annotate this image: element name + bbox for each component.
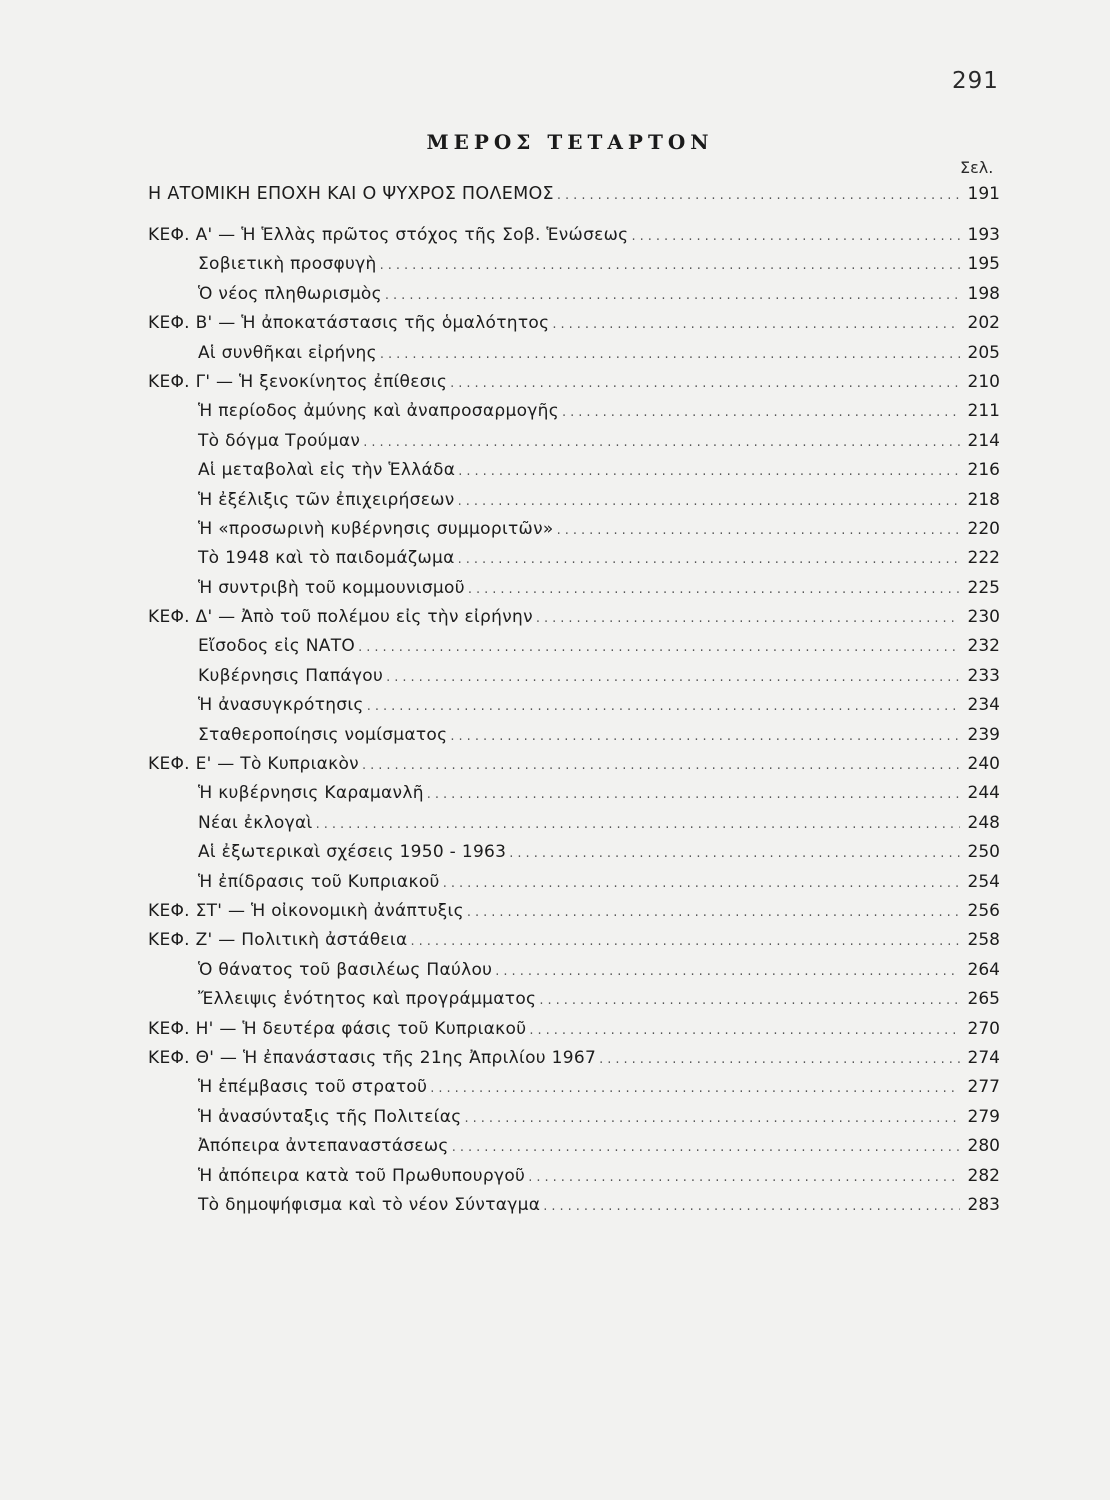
toc-entry-title: Ὁ νέος πληθωρισμὸς <box>198 283 382 304</box>
toc-row-main <box>148 184 1000 213</box>
part-title: ΜΕΡΟΣ ΤΕΤΑΡΤΟΝ <box>426 130 714 154</box>
dot-leader <box>452 1140 960 1155</box>
toc-entry-title: Ἡ ἐξέλιξις τῶν ἐπιχειρήσεων <box>198 489 455 510</box>
page-number: 291 <box>952 68 999 94</box>
toc-entry-title: Σταθεροποίησις νομίσματος <box>198 724 448 745</box>
toc-chapter-row <box>148 313 1000 342</box>
toc-entry-title: Νέαι ἐκλογαὶ <box>198 812 313 833</box>
dot-leader <box>316 817 960 832</box>
toc-entry-page: 248 <box>967 812 1000 833</box>
toc-entry-title: Τὸ δημοψήφισμα καὶ τὸ νέον Σύνταγμα <box>198 1194 541 1215</box>
toc-entry-title: ΚΕΦ. Θ' — Ἡ ἐπανάστασις τῆς 21ης Ἀπριλίου 1967 <box>148 1047 597 1068</box>
toc-entry-title: Σοβιετικὴ προσφυγὴ <box>198 254 377 275</box>
toc-entry-page: 282 <box>967 1165 1000 1186</box>
toc-entry-title: Ἡ περίοδος ἀμύνης καὶ ἀναπροσαρμογῆς <box>198 401 559 422</box>
toc-section-row <box>148 783 1000 812</box>
toc-entry-page: 222 <box>967 548 1000 569</box>
toc-entry-title: Ἡ ἐπέμβασις τοῦ στρατοῦ <box>198 1077 428 1098</box>
dot-leader <box>552 317 960 332</box>
toc-entry-page: 225 <box>967 577 1000 598</box>
toc-entry-title: Ἡ ἀνασύνταξις τῆς Πολιτείας <box>198 1106 462 1127</box>
dot-leader <box>495 964 960 979</box>
toc-section-row <box>148 1195 1000 1224</box>
toc-entry-page: 233 <box>967 665 1000 686</box>
toc-entry-page: 220 <box>967 518 1000 539</box>
toc-entry-title: Τὸ δόγμα Τρούμαν <box>198 430 361 451</box>
toc-entry-page: 216 <box>967 460 1000 481</box>
toc-entry-page: 195 <box>967 254 1000 275</box>
toc-entry-page: 240 <box>967 754 1000 775</box>
toc-entry-page: 191 <box>967 184 1000 204</box>
toc-entry-page: 218 <box>967 489 1000 510</box>
toc-section-row <box>148 578 1000 607</box>
toc-entry-page: 210 <box>967 371 1000 392</box>
toc-entry-title: Ὁ θάνατος τοῦ βασιλέως Παύλου <box>198 959 493 980</box>
toc-chapter-row <box>148 754 1000 783</box>
toc-section-row <box>148 490 1000 519</box>
toc-section-row <box>148 460 1000 489</box>
dot-leader <box>385 288 960 303</box>
toc-section-row <box>148 666 1000 695</box>
toc-section-row <box>148 401 1000 430</box>
toc-entry-title: ΚΕΦ. Ζ' — Πολιτικὴ ἀστάθεια <box>148 930 408 951</box>
toc-section-row <box>148 1136 1000 1165</box>
toc-entry-title: ΚΕΦ. ΣΤ' — Ἡ οἰκονομικὴ ἀνάπτυξις <box>148 900 464 921</box>
toc-entry-title: Η ΑΤΟΜΙΚΗ ΕΠΟΧΗ ΚΑΙ Ο ΨΥΧΡΟΣ ΠΟΛΕΜΟΣ <box>148 184 554 204</box>
toc-section-row <box>148 872 1000 901</box>
dot-leader <box>468 582 960 597</box>
toc-entry-page: 256 <box>967 900 1000 921</box>
toc-section-row <box>148 1107 1000 1136</box>
dot-leader <box>509 846 960 861</box>
dot-leader <box>450 376 960 391</box>
toc-section-row <box>148 431 1000 460</box>
dot-leader <box>380 347 960 362</box>
toc-section-row <box>148 725 1000 754</box>
toc-chapter-row <box>148 607 1000 636</box>
toc-section-row <box>148 284 1000 313</box>
toc-entry-title: Αἱ συνθῆκαι εἰρήνης <box>198 342 377 363</box>
dot-leader <box>557 188 960 203</box>
toc-entry-title: Εἴσοδος εἰς ΝΑΤΟ <box>198 636 356 657</box>
toc-section-row <box>148 695 1000 724</box>
toc-chapter-row <box>148 225 1000 254</box>
toc-entry-title: ΚΕΦ. Α' — Ἡ Ἑλλὰς πρῶτος στόχος τῆς Σοβ. Ἑνώσεως <box>148 225 629 245</box>
dot-leader <box>529 1023 960 1038</box>
toc-chapter-row <box>148 930 1000 959</box>
dot-leader <box>467 905 960 920</box>
dot-leader <box>363 435 960 450</box>
toc-entry-page: 250 <box>967 842 1000 863</box>
dot-leader <box>557 523 960 538</box>
toc-entry-page: 214 <box>967 430 1000 451</box>
toc-entry-page: 264 <box>967 959 1000 980</box>
toc-entry-page: 270 <box>967 1018 1000 1039</box>
toc-section-row <box>148 548 1000 577</box>
toc-section-row <box>148 519 1000 548</box>
dot-leader <box>458 494 960 509</box>
toc-entry-page: 274 <box>967 1047 1000 1068</box>
toc-entry-page: 239 <box>967 724 1000 745</box>
toc-entry-title: Ἀπόπειρα ἀντεπαναστάσεως <box>198 1136 449 1157</box>
dot-leader <box>380 258 960 273</box>
dot-leader <box>430 1081 960 1096</box>
toc-entry-page: 230 <box>967 607 1000 628</box>
toc-section-row <box>148 254 1000 283</box>
toc-chapter-row <box>148 1048 1000 1077</box>
toc-entry-page: 205 <box>967 342 1000 363</box>
toc-entry-title: Ἡ ἀπόπειρα κατὰ τοῦ Πρωθυπουργοῦ <box>198 1165 526 1186</box>
toc-entry-page: 244 <box>967 783 1000 804</box>
dot-leader <box>528 1170 960 1185</box>
toc-section-row <box>148 960 1000 989</box>
toc-section-row <box>148 1077 1000 1106</box>
toc-chapter-row <box>148 901 1000 930</box>
toc-entry-title: Ἡ συντριβὴ τοῦ κομμουνισμοῦ <box>198 577 465 598</box>
dot-leader <box>539 993 960 1008</box>
toc-entry-page: 232 <box>967 636 1000 657</box>
dot-leader <box>465 1111 960 1126</box>
toc-entry-title: ΚΕΦ. Β' — Ἡ ἀποκατάστασις τῆς ὁμαλότητος <box>148 313 550 334</box>
dot-leader <box>562 405 960 420</box>
toc-entry-page: 280 <box>967 1136 1000 1157</box>
dot-leader <box>450 729 960 744</box>
toc-section-row <box>148 989 1000 1018</box>
dot-leader <box>367 699 960 714</box>
toc-entry-page: 279 <box>967 1106 1000 1127</box>
toc-entry-title: Ἡ «προσωρινὴ κυβέρνησις συμμοριτῶν» <box>198 518 554 539</box>
toc-section-row <box>148 842 1000 871</box>
toc-section-row <box>148 1166 1000 1195</box>
toc-entry-page: 254 <box>967 871 1000 892</box>
toc-chapter-row <box>148 1019 1000 1048</box>
dot-leader <box>599 1052 960 1067</box>
toc-entry-title: ΚΕΦ. Ε' — Τὸ Κυπριακὸν <box>148 754 359 775</box>
toc-entry-title: Ἡ ἐπίδρασις τοῦ Κυπριακοῦ <box>198 871 440 892</box>
toc-chapter-row <box>148 372 1000 401</box>
toc-entry-title: Αἱ ἐξωτερικαὶ σχέσεις 1950 - 1963 <box>198 842 507 863</box>
dot-leader <box>362 758 960 773</box>
toc-entry-title: Ἔλλειψις ἑνότητος καὶ προγράμματος <box>198 989 537 1010</box>
toc-entry-page: 198 <box>967 283 1000 304</box>
toc-entry-title: Ἡ κυβέρνησις Καραμανλῆ <box>198 783 424 804</box>
toc-entry-title: Κυβέρνησις Παπάγου <box>198 665 384 686</box>
dot-leader <box>543 1199 960 1214</box>
toc-entry-page: 277 <box>967 1077 1000 1098</box>
toc-entry-page: 211 <box>967 401 1000 422</box>
dot-leader <box>631 229 960 244</box>
toc-section-row <box>148 813 1000 842</box>
toc-entry-title: Ἡ ἀνασυγκρότησις <box>198 695 364 716</box>
toc-entry-page: 202 <box>967 313 1000 334</box>
toc-section-row <box>148 343 1000 372</box>
toc-entry-title: ΚΕΦ. Δ' — Ἀπὸ τοῦ πολέμου εἰς τὴν εἰρήνην <box>148 607 533 628</box>
dot-leader <box>458 464 960 479</box>
toc-entry-page: 265 <box>967 989 1000 1010</box>
toc-section-row <box>148 636 1000 665</box>
toc-entry-title: ΚΕΦ. Γ' — Ἡ ξενοκίνητος ἐπίθεσις <box>148 371 448 392</box>
toc-entry-page: 258 <box>967 930 1000 951</box>
dot-leader <box>536 611 960 626</box>
dot-leader <box>443 876 960 891</box>
toc-entry-title: Τὸ 1948 καὶ τὸ παιδομάζωμα <box>198 548 455 569</box>
toc-entry-page: 193 <box>967 225 1000 245</box>
toc-entry-title: ΚΕΦ. Η' — Ἡ δευτέρα φάσις τοῦ Κυπριακοῦ <box>148 1018 527 1039</box>
dot-leader <box>427 787 960 802</box>
dot-leader <box>386 670 960 685</box>
dot-leader <box>410 934 960 949</box>
toc-entry-page: 283 <box>967 1194 1000 1215</box>
page-column-label: Σελ. <box>960 158 994 177</box>
dot-leader <box>358 640 960 655</box>
dot-leader <box>458 552 960 567</box>
main-entry <box>148 184 1000 213</box>
toc-entry-title: Αἱ μεταβολαὶ εἰς τὴν Ἑλλάδα <box>198 460 456 481</box>
toc-entry-page: 234 <box>967 695 1000 716</box>
table-of-contents <box>148 225 1000 1224</box>
